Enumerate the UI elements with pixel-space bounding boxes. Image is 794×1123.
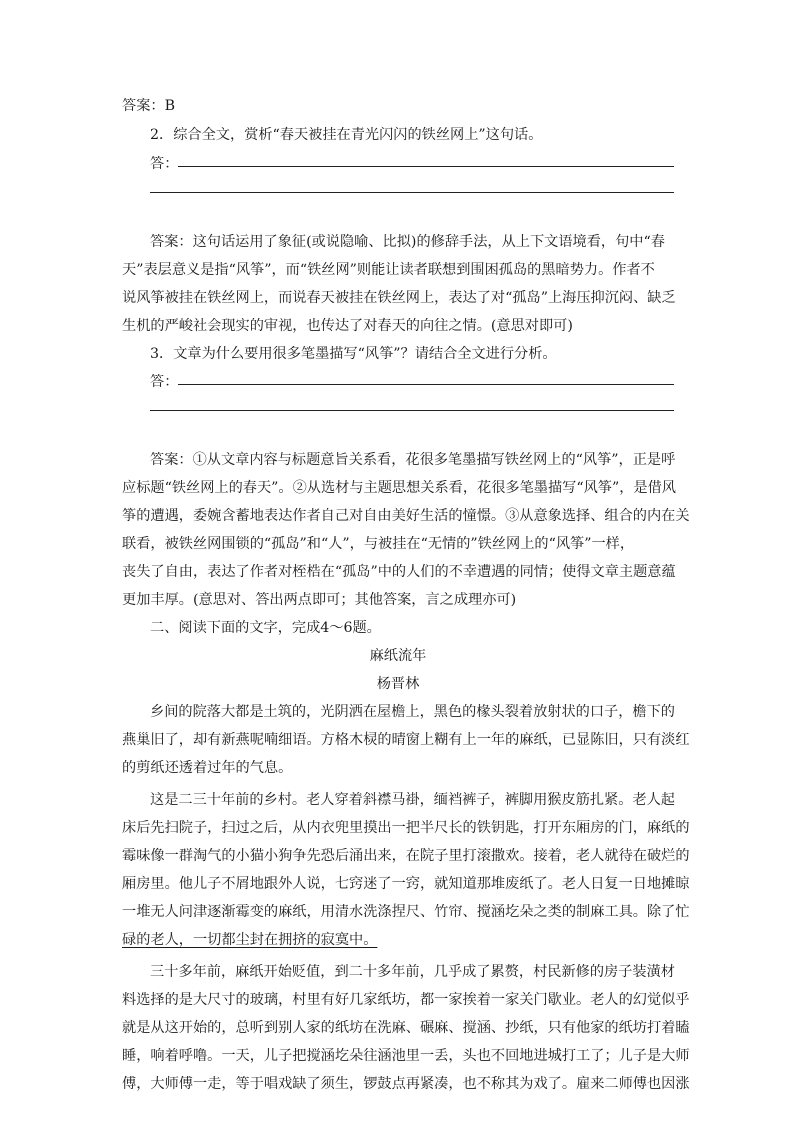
article-title: 麻纸流年 bbox=[369, 648, 427, 664]
para-2-line-4: 厢房里。他儿子不屑地跟外人说，七窍迷了一窍，就知道那堆废纸了。老人日复一日地摊晾 bbox=[122, 876, 690, 892]
answer-label-2: 答： bbox=[150, 156, 179, 172]
question-3: 3．文章为什么要用很多笔墨描写“风筝”？请结合全文进行分析。 bbox=[150, 346, 557, 362]
para-1-line-2: 燕巢旧了，却有新燕呢喃细语。方格木棂的晴窗上糊有上一年的麻纸，已显陈旧，只有淡红 bbox=[122, 732, 690, 748]
question-2: 2．综合全文，赏析“春天被挂在青光闪闪的铁丝网上”这句话。 bbox=[150, 127, 543, 143]
answer-2-line-3: 说风筝被挂在铁丝网上，而说春天被挂在铁丝网上，表达了对“孤岛”上海压抑沉闷、缺乏 bbox=[122, 290, 676, 306]
answer-2-line-4: 生机的严峻社会现实的审视，也传达了对春天的向往之情。(意思对即可) bbox=[122, 318, 573, 334]
para-3-line-4: 睡，响着呼噜。一天，儿子把搅涵圪朵往涵池里一丢，头也不回地进城打工了；儿子是大师 bbox=[122, 1048, 690, 1064]
answer-label-3: 答： bbox=[150, 374, 179, 390]
para-3-line-2: 料选择的是大尺寸的玻璃，村里有好几家纸坊，都一家挨着一家关门歇业。老人的幻觉似乎 bbox=[122, 992, 690, 1008]
para-1-line-3: 的剪纸还透着过年的气息。 bbox=[122, 760, 293, 776]
para-2-line-3: 霉味像一群淘气的小猫小狗争先恐后涌出来，在院子里打滚撒欢。接着，老人就待在破烂的 bbox=[122, 848, 690, 864]
answer-rule-3b bbox=[150, 410, 674, 411]
answer-3-line-3: 筝的遭遇，委婉含蓄地表达作者自己对自由美好生活的憧憬。③从意象选择、组合的内在关 bbox=[122, 508, 690, 524]
para-2-line-1: 这是二三十年前的乡村。老人穿着斜襟马褂，缅裆裤子，裤脚用猴皮筋扎紧。老人起 bbox=[150, 792, 675, 808]
para-2-line-2: 床后先扫院子，扫过之后，从内衣兜里摸出一把半尺长的铁钥匙，打开东厢房的门，麻纸的 bbox=[122, 820, 690, 836]
para-3-line-3: 就是从这开始的，总听到别人家的纸坊在洗麻、碾麻、搅涵、抄纸，只有他家的纸坊打着瞌 bbox=[122, 1020, 690, 1036]
answer-3-line-5: 丧失了自由，表达了作者对桎梏在“孤岛”中的人们的不幸遭遇的同情；使得文章主题意蕴 bbox=[122, 564, 676, 580]
answer-1: 答案：B bbox=[122, 98, 175, 114]
para-2-line-5: 一堆无人问津逐渐霉变的麻纸，用清水洗涤捏尺、竹帘、搅涵圪朵之类的制麻工具。除了忙 bbox=[122, 904, 690, 920]
section-two-heading: 二、阅读下面的文字，完成4～6题。 bbox=[150, 620, 381, 636]
answer-rule-3a bbox=[178, 384, 674, 385]
answer-2-line-2: 天”表层意义是指“风筝”，而“铁丝网”则能让读者联想到围困孤岛的黑暗势力。作者不 bbox=[122, 262, 655, 278]
para-3-line-1: 三十多年前，麻纸开始贬值，到二十多年前，几乎成了累赘，村民新修的房子装潢材 bbox=[150, 964, 675, 980]
answer-3-line-2: 应标题“铁丝网上的春天”。②从选材与主题思想关系看，花很多笔墨描写“风筝”，是借风 bbox=[122, 480, 676, 496]
article-author: 杨晋林 bbox=[376, 676, 420, 692]
answer-rule-2b bbox=[150, 192, 674, 193]
answer-2-line-1: 答案：这句话运用了象征(或说隐喻、比拟)的修辞手法，从上下文语境看，句中“春 bbox=[150, 234, 665, 250]
answer-3-line-4: 联看，被铁丝网围锁的“孤岛”和“人”，与被挂在“无情的”铁丝网上的“风筝”一样， bbox=[122, 536, 635, 552]
answer-rule-2a bbox=[178, 166, 674, 167]
para-1-line-1: 乡间的院落大都是土筑的，光阴洒在屋檐上，黑色的椽头裂着放射状的口子，檐下的 bbox=[150, 704, 675, 720]
para-3-line-5: 傅，大师傅一走，等于唱戏缺了须生，锣鼓点再紧凑，也不称其为戏了。雇来二师傅也因涨 bbox=[122, 1076, 690, 1092]
para-2-line-6-underlined: 碌的老人，一切都尘封在拥挤的寂寞中。 bbox=[122, 932, 378, 948]
answer-3-line-1: 答案：①从文章内容与标题意旨关系看，花很多笔墨描写铁丝网上的“风筝”，正是呼 bbox=[150, 452, 676, 468]
answer-3-line-6: 更加丰厚。(意思对、答出两点即可；其他答案，言之成理亦可) bbox=[122, 592, 517, 608]
